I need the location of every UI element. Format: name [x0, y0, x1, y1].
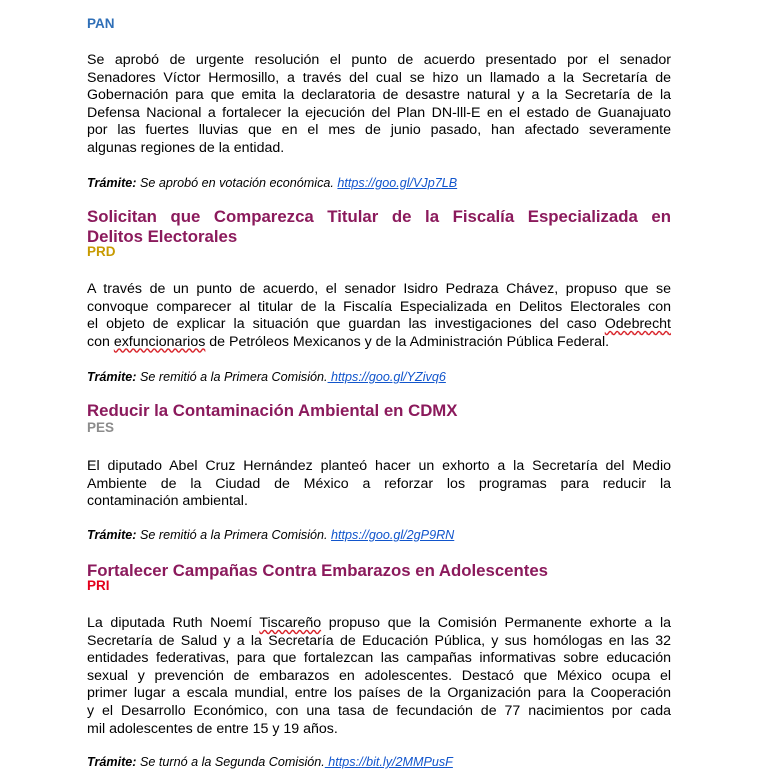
body-line: La diputada Ruth Noemí Tiscareño propuso que la Comisión Permanente exhorte a la — [87, 615, 672, 631]
body-line: El diputado Abel Cruz Hernández planteó hacer un exhorto a la Secretaría del Medio — [87, 458, 671, 474]
title-line: Delitos Electorales — [87, 227, 238, 246]
body-line: contaminación ambiental. — [87, 493, 248, 510]
tramite-line — [87, 527, 671, 543]
tramite-link[interactable]: https://goo.gl/2gP9RN — [331, 528, 455, 542]
section-title — [87, 561, 671, 581]
body-line: mil adolescentes de entre 15 y 19 años. — [87, 720, 338, 737]
party-label-prd: PRD — [87, 244, 116, 259]
tramite-link[interactable]: https://goo.gl/VJp7LB — [337, 176, 458, 190]
body-line: primer lugar a escala mundial, entre los países de la Organización para la Cooperación — [87, 685, 671, 702]
tramite-label: Trámite: — [87, 528, 137, 542]
tramite-text: Se turnó a la Segunda Comisión. — [139, 755, 325, 769]
body-line: sexual y prevención de embarazos en adolescentes. Destacó que México ocupa el — [87, 667, 671, 684]
tramite-label: Trámite: — [87, 755, 137, 769]
tramite-text: Se aprobó en votación económica. — [139, 176, 334, 190]
party-label-pan: PAN — [87, 16, 115, 31]
section-body — [87, 615, 671, 738]
body-line: Ambiente de la Ciudad de México a reforzar los programas para reducir la — [87, 475, 671, 492]
body-line: con exfuncionarios de Petróleos Mexicanos y de la Administración Pública Federal. — [87, 333, 610, 350]
section-body — [87, 52, 671, 158]
tramite-label: Trámite: — [87, 370, 137, 384]
body-line: y el Desarrollo Económico, con una tasa de fecundación de 77 nacimientos por cada — [87, 702, 671, 719]
tramite-line — [87, 754, 671, 770]
party-label-pri: PRI — [87, 578, 110, 593]
body-line: algunas regiones de la entidad. — [87, 139, 285, 156]
body-line: A través de un punto de acuerdo, el senador Isidro Pedraza Chávez, propuso que se — [87, 281, 671, 297]
tramite-text: Se remitió a la Primera Comisión. — [139, 370, 328, 384]
tramite-text: Se remitió a la Primera Comisión. — [139, 528, 328, 542]
body-line: Defensa Nacional a fortalecer la ejecución del Plan DN-lll-E en el estado de Guanajuato — [87, 104, 671, 121]
tramite-link[interactable]: https://goo.gl/YZivq6 — [327, 370, 446, 384]
body-line: Se aprobó de urgente resolución el punto de acuerdo presentado por el senador — [87, 52, 671, 68]
section-body — [87, 458, 671, 511]
tramite-label: Trámite: — [87, 176, 137, 190]
body-line: Secretaría de Salud y a la Secretaría de Educación Pública, y sus homólogas en las 32 — [87, 632, 671, 649]
body-line: el objeto de explicar la situación que guardan las investigaciones del caso Odebrecht — [87, 316, 671, 333]
tramite-link[interactable]: https://bit.ly/2MMPusF — [324, 755, 453, 769]
tramite-line — [87, 369, 671, 385]
tramite-line — [87, 175, 671, 191]
title-line: Fortalecer Campañas Contra Embarazos en Adolescentes — [87, 561, 549, 580]
title-line: Reducir la Contaminación Ambiental en CDMX — [87, 401, 458, 420]
body-line: convoque comparecer al titular de la Fiscalía Especializada en Delitos Electorales con — [87, 298, 671, 315]
section-title — [87, 207, 671, 247]
title-line: Solicitan que Comparezca Titular de la Fiscalía Especializada en — [87, 207, 671, 226]
party-label-pes: PES — [87, 420, 115, 435]
body-line: entidades federativas, para que fortalezcan las campañas informativas sobre educación — [87, 650, 671, 667]
body-line: Gobernación para que emita la declaratoria de desastre natural y a la Secretaría de la — [87, 87, 671, 104]
section-title — [87, 401, 671, 421]
section-body — [87, 281, 671, 351]
body-line: Senadores Víctor Hermosillo, a través del cual se hizo un llamado a la Secretaría de — [87, 69, 671, 86]
body-line: por las fuertes lluvias que en el mes de junio pasado, han afectado severamente — [87, 122, 671, 139]
